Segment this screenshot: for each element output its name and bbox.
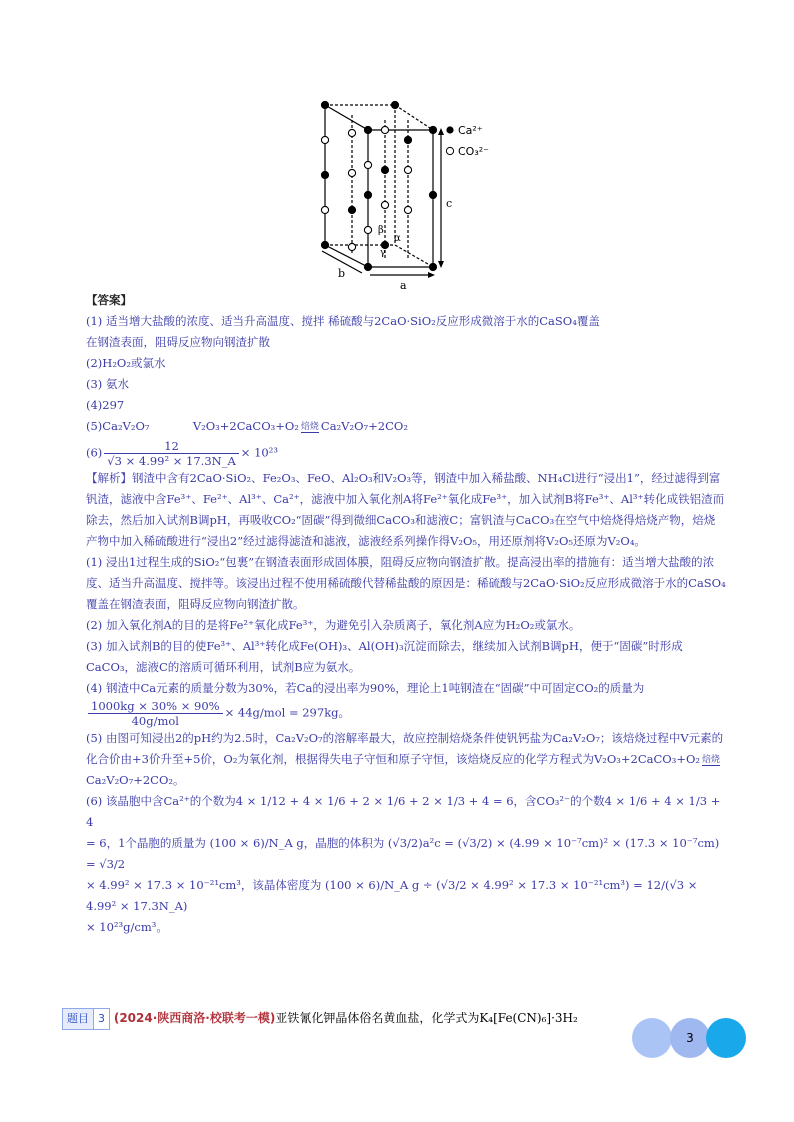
angle-gamma: γ xyxy=(380,248,386,258)
axis-label-a: a xyxy=(400,279,407,292)
analysis-4-fraction: $\frac{1000kg \times 30\% \times 90\%}{\text{40g/mol}}$ xyxy=(88,699,223,728)
analysis-part-6b: = 6，1个晶胞的质量为 (100 × 6)/N_A g，晶胞的体积为 (√3/2)a²c = (√3/2) × (4.99 × 10⁻⁷cm)² × (17.3 × 10⁻⁷cm) = √3/2 xyxy=(86,836,720,871)
answer-7-fraction: $\frac{12}{\text{√3 × 4.99² × 17.3N\_A}}$ xyxy=(104,439,238,468)
analysis-intro: 【解析】钢渣中含有2CaO·SiO₂、Fe₂O₃、FeO、Al₂O₃和V₂O₃等，钢渣中加入稀盐酸、NH₄Cl进行“浸出1”，经过滤得到富钒渣，滤液中含Fe³⁺、Fe²⁺、Al³⁺、Ca²⁺，滤液中加入氧化剂A将Fe²⁺氧化成Fe³⁺，加入试剂B将Fe³⁺、Al³⁺转化成铁铝渣而除去，然后加入试剂B调pH，再吸收CO₂“固碳”得到微细CaCO₃和滤液C；富钒渣与CaCO₃在空气中焙烧得焙烧产物，焙烧产物中加入稀硫酸进行“浸出2”经过滤得滤渣和滤液，滤液经系列操作得V₂O₅，用还原剂将V₂O₅还原为V₂O₄。 xyxy=(86,471,725,548)
angle-alpha: α xyxy=(394,233,401,244)
answer-line-4: (3) 氨水 xyxy=(86,377,129,391)
answer-6-reactants: V₂O₃+2CaCO₃+O₂ xyxy=(192,419,299,433)
answer-6-arrow: 焙烧 xyxy=(300,421,319,432)
question-tag: 题目 xyxy=(62,1008,94,1030)
legend-ca-label: Ca²⁺ xyxy=(458,124,483,137)
question-text: 亚铁氰化钾晶体俗名黄血盐，化学式为K₄[Fe(CN)₆]·3H₂ xyxy=(275,1011,578,1025)
answer-heading: 【答案】 xyxy=(86,293,132,307)
analysis-5-arrow: 焙烧 xyxy=(702,754,721,765)
crystal-cell-figure xyxy=(300,95,510,295)
answer-line-6 xyxy=(86,416,726,437)
answer-line-1: (1) 适当增大盐酸的浓度、适当升高温度、搅拌 稀硫酸与2CaO·SiO₂反应形成微溶于水的CaSO₄覆盖 xyxy=(86,314,600,328)
analysis-part-6a: (6) 该晶胞中含Ca²⁺的个数为4 × 1/12 + 4 × 1/6 + 2 × 1/6 + 2 × 1/3 + 4 = 6，含CO₃²⁻的个数4 × 1/6 + 4 × 1/3 + 4 xyxy=(86,794,721,829)
page-number-badge xyxy=(632,1018,752,1062)
solution-content xyxy=(86,290,726,938)
answer-6-products: Ca₂V₂O₇+2CO₂ xyxy=(320,419,408,433)
answer-line-7: (6) $\frac{12}{\text{√3 × 4.99² × 17.3N\_A}}$ × 10²³ xyxy=(86,439,278,468)
answer-line-2: 在钢渣表面，阻碍反应物向钢渣扩散 xyxy=(86,335,270,349)
legend-co3-label: CO₃²⁻ xyxy=(458,145,489,158)
analysis-part-3: (3) 加入试剂B的目的使Fe³⁺、Al³⁺转化成Fe(OH)₃、Al(OH)₃沉淀而除去，继续加入试剂B调pH，便于“固碳”时形成CaCO₃，滤液C的溶质可循环利用，试剂B应为氨水。 xyxy=(86,639,683,674)
decor-circle-left xyxy=(632,1018,672,1058)
answer-6-formula: (5)Ca₂V₂O₇ xyxy=(86,419,150,433)
axis-label-c: c xyxy=(446,197,453,210)
angle-beta: β xyxy=(378,225,384,236)
next-question-line xyxy=(62,1008,702,1030)
answer-line-5: (4)297 xyxy=(86,398,125,412)
question-number: 3 xyxy=(93,1008,110,1030)
page-number: 3 xyxy=(686,1031,694,1045)
question-source: (2024·陕西商洛·校联考一模) xyxy=(113,1011,276,1025)
analysis-part-2: (2) 加入氧化剂A的目的是将Fe²⁺氧化成Fe³⁺，为避免引入杂质离子，氧化剂A应为H₂O₂或氯水。 xyxy=(86,618,581,632)
analysis-part-4: (4) 钢渣中Ca元素的质量分数为30%，若Ca的浸出率为90%，理论上1吨钢渣在“固碳”中可固定CO₂的质量为 $\frac{1000kg \times 30\% \times 90\%}{\text{40g/mol}}$ × 44g/mol = 297kg。 xyxy=(86,681,645,728)
decor-circle-right xyxy=(706,1018,746,1058)
analysis-part-5: (5) 由图可知浸出2的pH约为2.5时，Ca₂V₂O₇的溶解率最大，故应控制焙烧条件使钒钙盐为Ca₂V₂O₇；该焙烧过程中V元素的化合价由+3价升至+5价，O₂为氧化剂，根据得失电子守恒和原子守恒，该焙烧反应的化学方程式为V₂O₃+2CaCO₃+O₂ 焙烧 Ca₂V₂O₇+2CO₂。 xyxy=(86,731,724,787)
axis-label-b: b xyxy=(338,267,346,280)
answer-line-3: (2)H₂O₂或氯水 xyxy=(86,356,166,370)
analysis-part-1: (1) 浸出1过程生成的SiO₂“包裹”在钢渣表面形成固体膜，阻碍反应物向钢渣扩散。提高浸出率的措施有：适当增大盐酸的浓度、适当升高温度、搅拌等。该浸出过程不使用稀硫酸代替稀盐酸的原因是：稀硫酸与2CaO·SiO₂反应形成微溶于水的CaSO₄覆盖在钢渣表面，阻碍反应物向钢渣扩散。 xyxy=(86,555,726,611)
analysis-part-6c: × 4.99² × 17.3 × 10⁻²¹cm³，该晶体密度为 (100 × 6)/N_A g ÷ (√3/2 × 4.99² × 17.3 × 10⁻²¹cm³) = 12/(√3 × 4.99² × 17.3N_A) xyxy=(86,878,698,913)
analysis-part-6d: × 10²³g/cm³。 xyxy=(86,920,168,934)
